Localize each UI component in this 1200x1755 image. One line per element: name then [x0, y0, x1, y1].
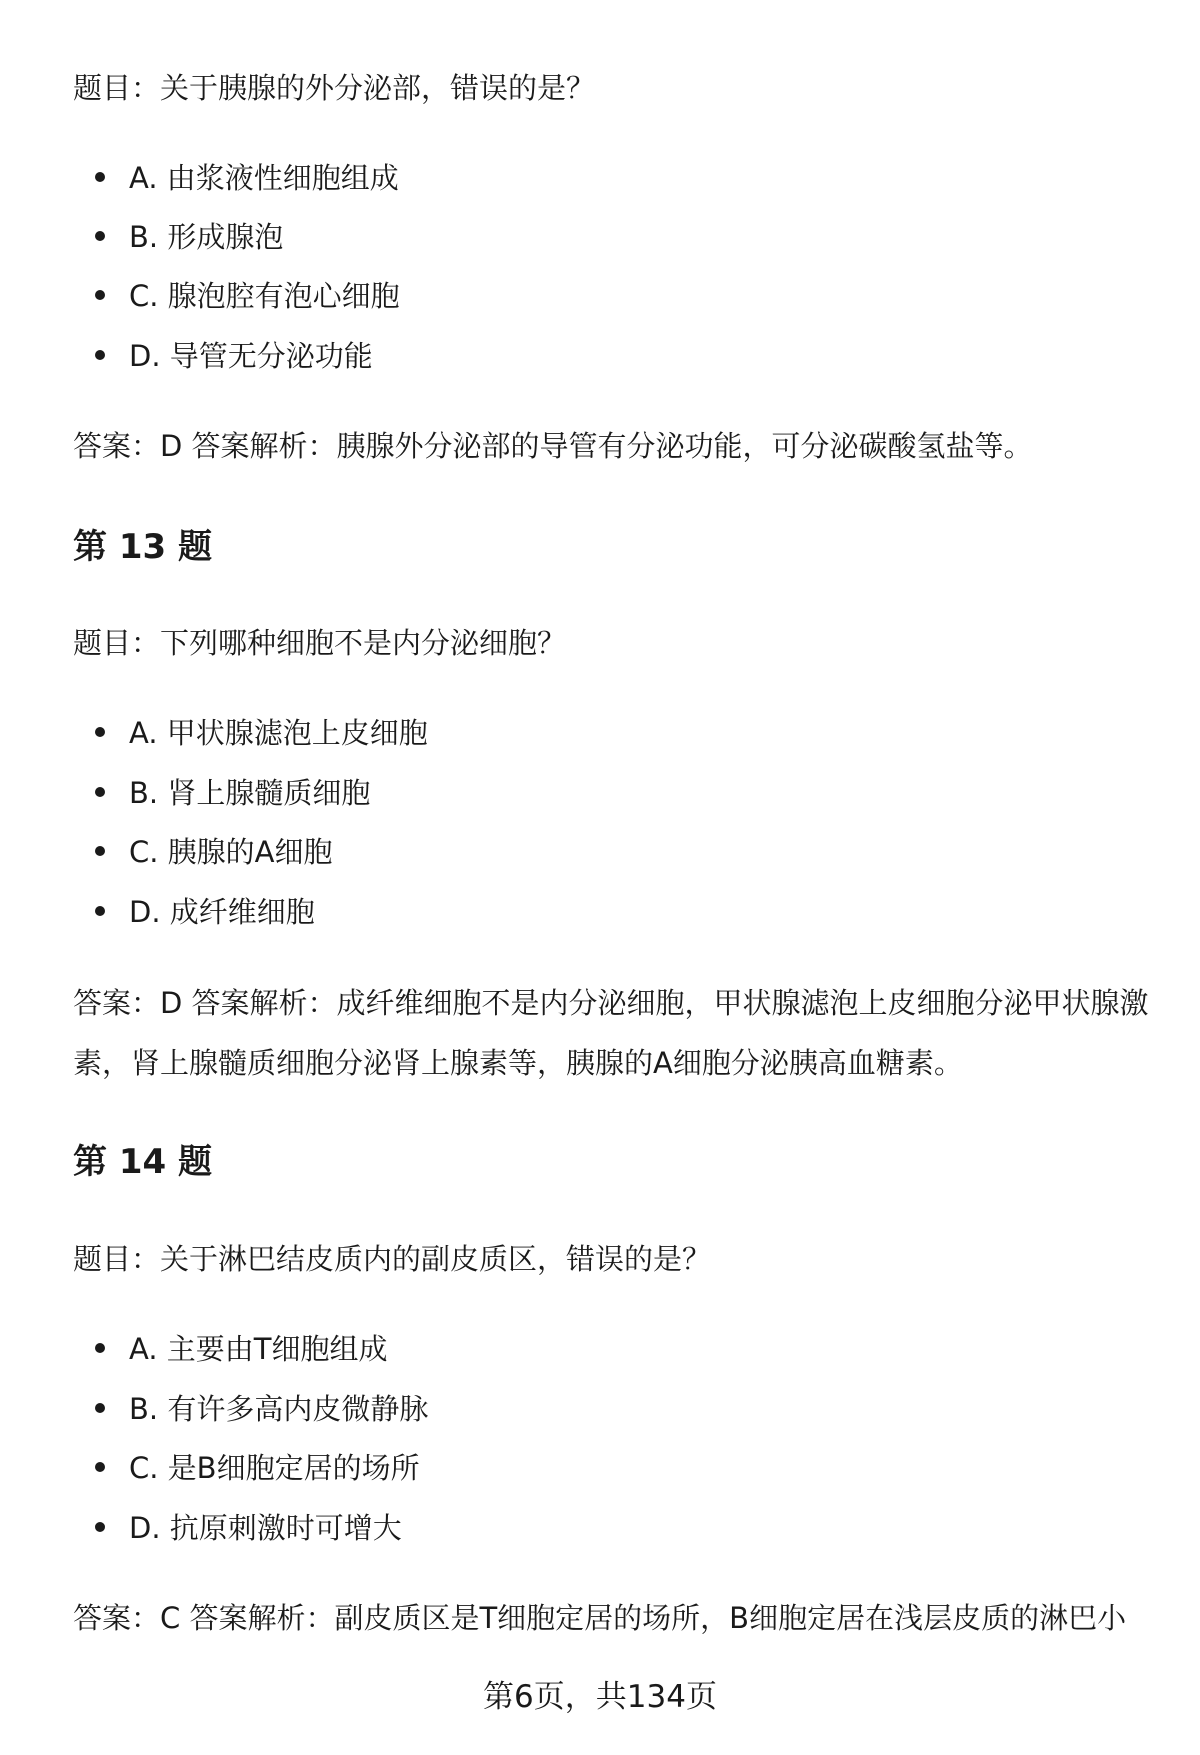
- bullet-icon: [95, 1522, 105, 1532]
- q14-heading: 第 14 题: [73, 1142, 212, 1182]
- bullet-icon: [95, 846, 105, 856]
- option-text: B. 形成腺泡: [129, 220, 284, 254]
- option-text: D. 抗原刺激时可增大: [129, 1511, 402, 1545]
- bullet-icon: [95, 1462, 105, 1472]
- q13-option-d: [95, 892, 315, 932]
- bullet-icon: [95, 787, 105, 797]
- q13-option-c: [95, 832, 333, 872]
- bullet-icon: [95, 906, 105, 916]
- q13-answer: 答案：D 答案解析：成纤维细胞不是内分泌细胞，甲状腺滤泡上皮细胞分泌甲状腺激素，肾上腺髓质细胞分泌肾上腺素等，胰腺的A细胞分泌胰高血糖素。: [73, 986, 1149, 1080]
- option-text: A. 由浆液性细胞组成: [129, 161, 399, 195]
- q14-answer: 答案：C 答案解析：副皮质区是T细胞定居的场所，B细胞定居在浅层皮质的淋巴小: [73, 1601, 1127, 1635]
- bullet-icon: [95, 1343, 105, 1353]
- option-text: D. 成纤维细胞: [129, 895, 315, 929]
- bullet-icon: [95, 1403, 105, 1413]
- q12-answer: 答案：D 答案解析：胰腺外分泌部的导管有分泌功能，可分泌碳酸氢盐等。: [73, 429, 1033, 463]
- q14-question: 题目：关于淋巴结皮质内的副皮质区，错误的是？: [73, 1242, 712, 1276]
- option-text: B. 肾上腺髓质细胞: [129, 776, 371, 810]
- q12-question: 题目：关于胰腺的外分泌部，错误的是？: [73, 71, 596, 105]
- q13-question: 题目：下列哪种细胞不是内分泌细胞？: [73, 626, 567, 660]
- bullet-icon: [95, 172, 105, 182]
- q13-option-b: [95, 773, 370, 813]
- option-text: B. 有许多高内皮微静脉: [129, 1392, 429, 1426]
- q14-option-a: [95, 1329, 387, 1369]
- q12-option-a: [95, 158, 399, 198]
- option-text: A. 甲状腺滤泡上皮细胞: [129, 716, 428, 750]
- option-text: C. 腺泡腔有泡心细胞: [129, 279, 400, 313]
- q14-option-d: [95, 1508, 402, 1548]
- option-text: D. 导管无分泌功能: [129, 339, 373, 373]
- bullet-icon: [95, 350, 105, 360]
- q13-option-a: [95, 713, 428, 753]
- q12-option-d: [95, 336, 373, 376]
- q13-heading: 第 13 题: [73, 527, 212, 567]
- q14-option-b: [95, 1389, 428, 1429]
- option-text: C. 胰腺的A细胞: [129, 835, 333, 869]
- q14-option-c: [95, 1448, 420, 1488]
- option-text: A. 主要由T细胞组成: [129, 1332, 388, 1366]
- option-text: C. 是B细胞定居的场所: [129, 1451, 420, 1485]
- q12-option-b: [95, 217, 283, 257]
- page-number: 第6页，共134页: [483, 1679, 717, 1715]
- bullet-icon: [95, 727, 105, 737]
- q12-option-c: [95, 276, 400, 316]
- bullet-icon: [95, 290, 105, 300]
- bullet-icon: [95, 231, 105, 241]
